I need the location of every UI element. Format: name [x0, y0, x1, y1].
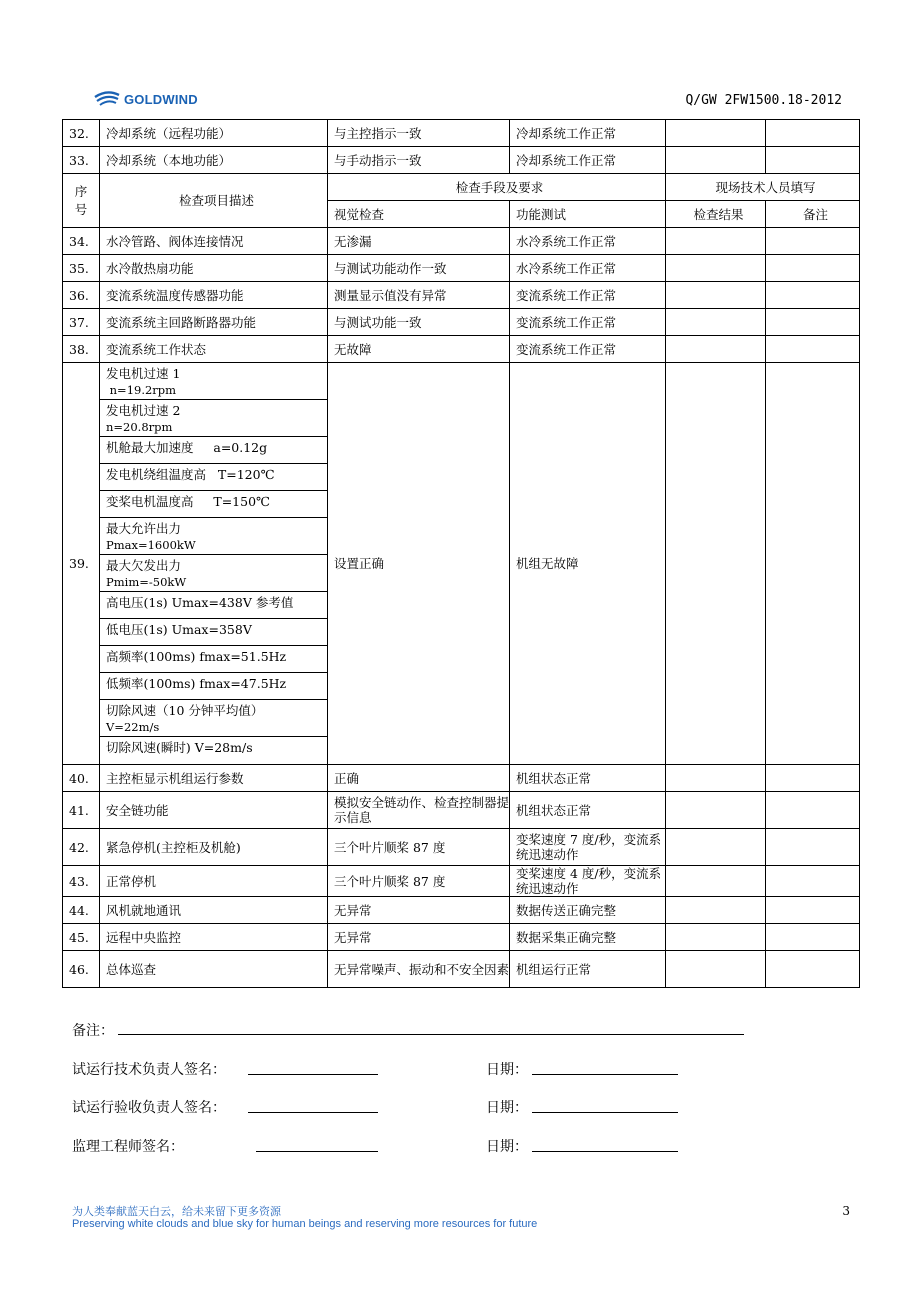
- row-number: 32.: [63, 120, 100, 147]
- item-description: 紧急停机(主控柜及机舱): [100, 829, 328, 866]
- row-number: 46.: [63, 951, 100, 988]
- table-row: [63, 147, 860, 174]
- table-row: [63, 897, 860, 924]
- supervisor-label: 监理工程师签名：: [72, 1139, 184, 1155]
- sub-item: [100, 737, 327, 764]
- header-description: 检查项目描述: [100, 174, 328, 228]
- footer-slogan-en: Preserving white clouds and blue sky for human beings and reserving more resources for future: [72, 1218, 538, 1230]
- note-cell[interactable]: [766, 282, 860, 309]
- note-cell[interactable]: [766, 120, 860, 147]
- result-cell[interactable]: [666, 147, 766, 174]
- item-description: 变流系统工作状态: [100, 336, 328, 363]
- item-description: 水冷管路、阀体连接情况: [100, 228, 328, 255]
- row-number: 33.: [63, 147, 100, 174]
- item-description: 冷却系统（本地功能）: [100, 147, 328, 174]
- note-cell[interactable]: [766, 924, 860, 951]
- function-test: 变流系统工作正常: [510, 282, 666, 309]
- accept-lead-label: 试运行验收负责人签名：: [72, 1100, 226, 1116]
- sub-item: [100, 518, 327, 555]
- table-row: [63, 282, 860, 309]
- function-test: 冷却系统工作正常: [510, 147, 666, 174]
- table-row: [63, 255, 860, 282]
- row-number: 36.: [63, 282, 100, 309]
- table-header-row: [63, 174, 860, 201]
- table-row: [63, 924, 860, 951]
- note-cell[interactable]: [766, 309, 860, 336]
- result-cell[interactable]: [666, 255, 766, 282]
- note-cell[interactable]: [766, 765, 860, 792]
- sub-item: [100, 400, 327, 437]
- sub-item: [100, 555, 327, 592]
- visual-check: 与手动指示一致: [328, 147, 510, 174]
- result-cell[interactable]: [666, 363, 766, 765]
- sub-item-value: Pmim=-50kW: [106, 575, 187, 589]
- sub-item: [100, 464, 327, 491]
- function-test: 机组状态正常: [510, 765, 666, 792]
- sub-item-label: 高电压(1s) Umax=438V 参考值: [106, 595, 294, 610]
- sub-item-label: 切除风速(瞬时) V=28m/s: [106, 740, 253, 755]
- row-number: 41.: [63, 792, 100, 829]
- row-number: 44.: [63, 897, 100, 924]
- table-row: [63, 765, 860, 792]
- item-description: 安全链功能: [100, 792, 328, 829]
- visual-check: 正确: [328, 765, 510, 792]
- row-number: 38.: [63, 336, 100, 363]
- function-test: 水冷系统工作正常: [510, 255, 666, 282]
- accept-lead-signature-line[interactable]: [248, 1112, 378, 1113]
- table-row: [63, 228, 860, 255]
- table-row: [63, 363, 860, 765]
- note-cell[interactable]: [766, 829, 860, 866]
- item-description: 变流系统温度传感器功能: [100, 282, 328, 309]
- note-cell[interactable]: [766, 866, 860, 897]
- result-cell[interactable]: [666, 228, 766, 255]
- result-cell[interactable]: [666, 282, 766, 309]
- supervisor-signature-line[interactable]: [256, 1151, 378, 1152]
- document-number: Q/GW 2FW1500.18-2012: [685, 93, 842, 108]
- visual-check: 无故障: [328, 336, 510, 363]
- visual-check: 与主控指示一致: [328, 120, 510, 147]
- goldwind-logo-icon: [94, 91, 120, 107]
- sub-item: [100, 619, 327, 646]
- note-cell[interactable]: [766, 255, 860, 282]
- table-row: [63, 951, 860, 988]
- visual-check: 测量显示值没有异常: [328, 282, 510, 309]
- table-row: [63, 336, 860, 363]
- tech-lead-date-label: 日期：: [486, 1062, 528, 1078]
- function-test: 机组运行正常: [510, 951, 666, 988]
- note-cell[interactable]: [766, 228, 860, 255]
- function-test: 水冷系统工作正常: [510, 228, 666, 255]
- sub-item-label: 发电机过速 2: [106, 403, 181, 418]
- note-cell[interactable]: [766, 147, 860, 174]
- result-cell[interactable]: [666, 765, 766, 792]
- item-description: 变流系统主回路断路器功能: [100, 309, 328, 336]
- remarks-label: 备注：: [72, 1023, 114, 1039]
- row-number: 42.: [63, 829, 100, 866]
- sub-item-value: V=22m/s: [106, 720, 160, 734]
- result-cell[interactable]: [666, 336, 766, 363]
- item-description-list: [100, 363, 328, 765]
- sub-item: [100, 437, 327, 464]
- accept-lead-date-line[interactable]: [532, 1112, 678, 1113]
- header-result: 检查结果: [666, 201, 766, 228]
- logo-text: GOLDWIND: [124, 91, 198, 107]
- page-number: 3: [842, 1204, 850, 1218]
- note-cell[interactable]: [766, 951, 860, 988]
- sub-item-label: 切除风速（10 分钟平均值）: [106, 703, 264, 718]
- sub-item: [100, 700, 327, 737]
- result-cell[interactable]: [666, 866, 766, 897]
- visual-check: 无异常噪声、振动和不安全因素: [328, 951, 510, 988]
- header-staff: 现场技术人员填写: [666, 174, 860, 201]
- inspection-table: [62, 119, 860, 988]
- result-cell[interactable]: [666, 951, 766, 988]
- sub-item-label: 机舱最大加速度 a=0.12g: [106, 440, 268, 455]
- row-number: 39.: [63, 363, 100, 765]
- visual-check: 与测试功能一致: [328, 309, 510, 336]
- tech-lead-date-line[interactable]: [532, 1074, 678, 1075]
- item-description: 主控柜显示机组运行参数: [100, 765, 328, 792]
- supervisor-date-label: 日期：: [486, 1139, 528, 1155]
- row-number: 45.: [63, 924, 100, 951]
- header-visual: 视觉检查: [328, 201, 510, 228]
- remarks-line[interactable]: [118, 1034, 744, 1035]
- sub-item-label: 发电机过速 1: [106, 366, 181, 381]
- table-row: [63, 120, 860, 147]
- supervisor-date-line[interactable]: [532, 1151, 678, 1152]
- item-description: 正常停机: [100, 866, 328, 897]
- tech-lead-signature-line[interactable]: [248, 1074, 378, 1075]
- function-test: 机组状态正常: [510, 792, 666, 829]
- table-row: [63, 866, 860, 897]
- tech-lead-label: 试运行技术负责人签名：: [72, 1062, 226, 1078]
- sub-item-value: n=19.2rpm: [106, 383, 177, 397]
- function-test: 变桨速度 4 度/秒，变流系统迅速动作: [510, 866, 666, 897]
- header-function: 功能测试: [510, 201, 666, 228]
- sub-item: [100, 592, 327, 619]
- visual-check: 三个叶片顺桨 87 度: [328, 866, 510, 897]
- item-description: 水冷散热扇功能: [100, 255, 328, 282]
- function-test: 变流系统工作正常: [510, 309, 666, 336]
- sub-item-label: 发电机绕组温度高 T=120℃: [106, 467, 275, 482]
- header-note: 备注: [766, 201, 860, 228]
- sub-item-label: 变桨电机温度高 T=150℃: [106, 494, 271, 509]
- sub-item: [100, 491, 327, 518]
- row-number: 40.: [63, 765, 100, 792]
- sub-item-label: 低电压(1s) Umax=358V: [106, 622, 252, 637]
- function-test: 数据传送正确完整: [510, 897, 666, 924]
- table-row: [63, 792, 860, 829]
- visual-check: 无异常: [328, 897, 510, 924]
- item-description: 远程中央监控: [100, 924, 328, 951]
- sub-item-label: 最大允许出力: [106, 521, 182, 536]
- item-description: 风机就地通讯: [100, 897, 328, 924]
- visual-check: 与测试功能动作一致: [328, 255, 510, 282]
- header-method: 检查手段及要求: [328, 174, 666, 201]
- item-description: 冷却系统（远程功能）: [100, 120, 328, 147]
- sub-item-label: 低频率(100ms) fmax=47.5Hz: [106, 676, 287, 691]
- result-cell[interactable]: [666, 120, 766, 147]
- sub-item-value: Pmax=1600kW: [106, 538, 196, 552]
- function-test: 机组无故障: [510, 363, 666, 765]
- visual-check: 无渗漏: [328, 228, 510, 255]
- row-number: 35.: [63, 255, 100, 282]
- footer-slogan-cn: 为人类奉献蓝天白云，给未来留下更多资源: [72, 1205, 281, 1218]
- visual-check: 无异常: [328, 924, 510, 951]
- note-cell[interactable]: [766, 336, 860, 363]
- result-cell[interactable]: [666, 924, 766, 951]
- item-description: 总体巡查: [100, 951, 328, 988]
- sub-item: [100, 673, 327, 700]
- sub-item-value: n=20.8rpm: [106, 420, 173, 434]
- result-cell[interactable]: [666, 829, 766, 866]
- note-cell[interactable]: [766, 897, 860, 924]
- visual-check: 设置正确: [328, 363, 510, 765]
- row-number: 34.: [63, 228, 100, 255]
- function-test: 变流系统工作正常: [510, 336, 666, 363]
- visual-check: 模拟安全链动作、检查控制器提示信息: [328, 792, 510, 829]
- result-cell[interactable]: [666, 309, 766, 336]
- note-cell[interactable]: [766, 792, 860, 829]
- row-number: 37.: [63, 309, 100, 336]
- function-test: 冷却系统工作正常: [510, 120, 666, 147]
- sub-item-label: 最大欠发出力: [106, 558, 182, 573]
- result-cell[interactable]: [666, 792, 766, 829]
- sub-item: [100, 363, 327, 400]
- row-number: 43.: [63, 866, 100, 897]
- table-row: [63, 829, 860, 866]
- result-cell[interactable]: [666, 897, 766, 924]
- table-row: [63, 309, 860, 336]
- note-cell[interactable]: [766, 363, 860, 765]
- header-number: 序号: [63, 174, 100, 228]
- goldwind-logo: [94, 88, 198, 110]
- accept-lead-date-label: 日期：: [486, 1100, 528, 1116]
- function-test: 变桨速度 7 度/秒，变流系统迅速动作: [510, 829, 666, 866]
- function-test: 数据采集正确完整: [510, 924, 666, 951]
- visual-check: 三个叶片顺桨 87 度: [328, 829, 510, 866]
- sub-item-label: 高频率(100ms) fmax=51.5Hz: [106, 649, 287, 664]
- sub-item: [100, 646, 327, 673]
